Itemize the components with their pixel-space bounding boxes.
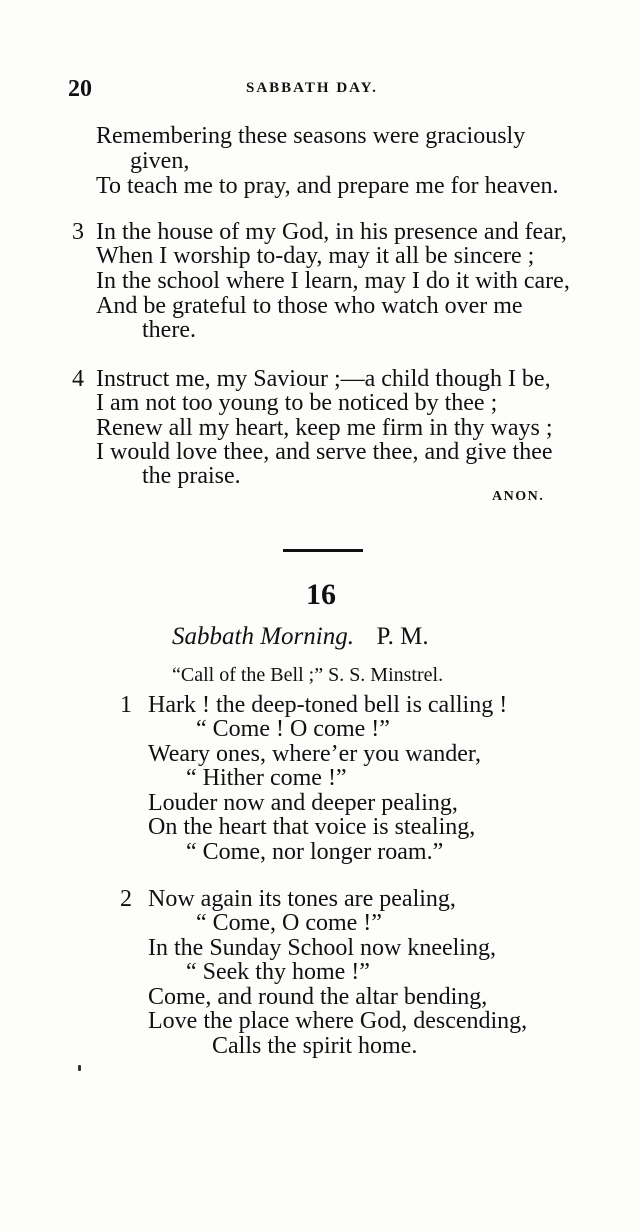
verse-line: Now again its tones are pealing, bbox=[148, 886, 456, 912]
verse-line: there. bbox=[142, 317, 196, 343]
author-attribution: ANON. bbox=[492, 489, 545, 504]
ink-speck bbox=[78, 1065, 81, 1071]
verse-line: And be grateful to those who watch over me bbox=[96, 293, 523, 319]
verse-line: given, bbox=[130, 148, 190, 174]
verse-line: Renew all my heart, keep me firm in thy ways ; bbox=[96, 415, 553, 441]
hymn-source: “Call of the Bell ;” S. S. Minstrel. bbox=[172, 664, 444, 686]
verse-number: 1 bbox=[120, 692, 132, 718]
hymn-heading bbox=[172, 623, 429, 651]
verse-line: Instruct me, my Saviour ;—a child though I be, bbox=[96, 366, 551, 392]
verse-line: Louder now and deeper pealing, bbox=[148, 790, 458, 816]
verse-line: When I worship to-day, may it all be sincere ; bbox=[96, 243, 535, 269]
verse-line: I would love thee, and serve thee, and give thee bbox=[96, 439, 553, 465]
verse-line: “ Come, O come !” bbox=[196, 910, 382, 936]
hymn-meter: P. M. bbox=[376, 623, 429, 650]
verse-line: On the heart that voice is stealing, bbox=[148, 814, 476, 840]
verse-number: 4 bbox=[72, 366, 84, 392]
verse-line: Come, and round the altar bending, bbox=[148, 984, 488, 1010]
verse-number: 2 bbox=[120, 886, 132, 912]
verse-line: Love the place where God, descending, bbox=[148, 1008, 528, 1034]
verse-line: the praise. bbox=[142, 463, 241, 489]
verse-line: Calls the spirit home. bbox=[212, 1033, 418, 1059]
verse-line: “ Seek thy home !” bbox=[186, 959, 370, 985]
hymn-number: 16 bbox=[306, 578, 336, 611]
verse-line: In the house of my God, in his presence and fear, bbox=[96, 219, 567, 245]
hymn-title: Sabbath Morning. bbox=[172, 623, 354, 650]
verse-number: 3 bbox=[72, 219, 84, 245]
verse-line: In the school where I learn, may I do it with care, bbox=[96, 268, 570, 294]
verse-line: “ Come, nor longer roam.” bbox=[186, 839, 444, 865]
section-divider bbox=[283, 549, 363, 552]
running-title: SABBATH DAY. bbox=[246, 80, 378, 96]
verse-line: Hark ! the deep-toned bell is calling ! bbox=[148, 692, 508, 718]
verse-line: To teach me to pray, and prepare me for heaven. bbox=[96, 173, 559, 199]
page-number: 20 bbox=[68, 76, 92, 102]
verse-line: Remembering these seasons were graciously bbox=[96, 123, 526, 149]
verse-line: I am not too young to be noticed by thee ; bbox=[96, 390, 498, 416]
verse-line: In the Sunday School now kneeling, bbox=[148, 935, 496, 961]
verse-line: “ Hither come !” bbox=[186, 765, 347, 791]
verse-line: “ Come ! O come !” bbox=[196, 716, 390, 742]
verse-line: Weary ones, where’er you wander, bbox=[148, 741, 481, 767]
